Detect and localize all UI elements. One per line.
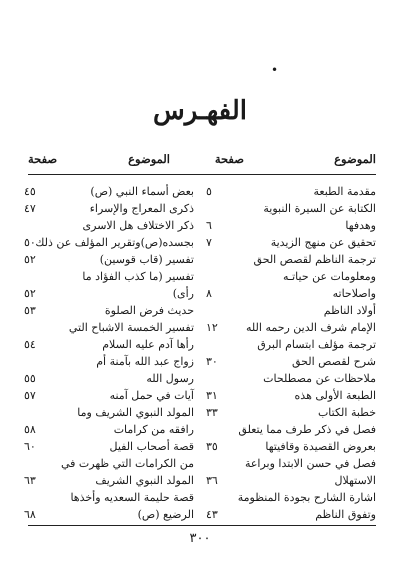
index-entry-page: ٨ [206, 287, 212, 300]
index-entry-topic: الطبعة الأولى هذه [294, 389, 376, 402]
index-entry [24, 319, 194, 336]
index-entry [24, 200, 194, 217]
index-entry [24, 387, 194, 404]
index-entry [24, 217, 194, 234]
index-entry [24, 251, 194, 268]
index-entry-page: ٥٣ [24, 304, 36, 317]
index-entry-page: ٥٤ [24, 338, 36, 351]
index-entry-topic: حديث فرض الصلوة [104, 304, 194, 317]
index-entry-topic: فصل في حسن الابتدا وبراعة [244, 457, 376, 470]
index-entry-topic: رافقه من كرامات [113, 423, 194, 436]
index-entry [206, 268, 376, 285]
index-entry-topic: قصة أصحاب الفيل [109, 440, 194, 453]
index-entry [206, 302, 376, 319]
index-entry [206, 234, 376, 251]
right-index-column [206, 183, 376, 523]
index-entry-page: ٦٠ [24, 440, 36, 453]
index-entry [206, 506, 376, 523]
header-topic-right: الموضوع [334, 152, 376, 166]
index-entry-topic: تفسير (ما كذب الفؤاد ما [82, 270, 194, 283]
index-entry-topic: ترجمة مؤلف ابتسام البرق [257, 338, 376, 351]
index-entry-topic: آيات في حمل آمنه [109, 389, 194, 402]
index-entry-page: ٦٨ [24, 508, 36, 521]
index-entry-page: ٣٠ [206, 355, 218, 368]
index-entry [24, 234, 194, 251]
index-entry-page: ٣٣ [206, 406, 218, 419]
index-entry-topic: رأها آدم عليه السلام [102, 338, 194, 351]
index-entry [24, 421, 194, 438]
index-entry [24, 353, 194, 370]
index-entry-page: ٤٣ [206, 508, 218, 521]
index-entry-topic: خطبة الكتاب [317, 406, 376, 419]
index-entry [206, 438, 376, 455]
left-index-column [24, 183, 194, 523]
index-entry-topic: ذكرى المعراج والإسراء [89, 202, 194, 215]
table-header [28, 152, 376, 172]
index-entry-topic: ملاحظات عن مصطلحات [263, 372, 376, 385]
index-entry-page: ٥٠ [24, 236, 36, 249]
index-entry [206, 489, 376, 506]
index-entry-page: ٦٣ [24, 474, 36, 487]
header-topic-left: الموضوع [128, 152, 170, 166]
index-entry [24, 438, 194, 455]
index-entry [206, 370, 376, 387]
index-entry-page: ٥٢ [24, 287, 36, 300]
index-entry-topic: قصة حليمة السعديه وأخذها [70, 491, 194, 504]
index-entry [24, 268, 194, 285]
index-entry-topic: المولد النبوي الشريف [95, 474, 194, 487]
index-entry-topic: المولد النبوي الشريف وما [77, 406, 194, 419]
index-entry [24, 472, 194, 489]
index-entry-topic: أولاد الناظم [323, 304, 376, 317]
index-entry-page: ٥ [206, 185, 212, 198]
index-entry-page: ٧ [206, 236, 212, 249]
index-entry [206, 336, 376, 353]
index-entry-page: ٣١ [206, 389, 218, 402]
index-entry [24, 302, 194, 319]
index-entry-page: ٣٦ [206, 474, 218, 487]
index-entry-page: ٥٥ [24, 372, 36, 385]
index-entry-page: ٥٢ [24, 253, 36, 266]
index-entry-topic: تحقيق عن منهج الزيدية [270, 236, 376, 249]
index-entry-topic: ترجمة الناظم لقصص الحق [253, 253, 376, 266]
index-entry [24, 489, 194, 506]
index-entry [24, 506, 194, 523]
index-entry [24, 455, 194, 472]
index-entry-topic: تفسير الخمسة الاشباح التي [68, 321, 194, 334]
index-entry-page: ٤٧ [24, 202, 36, 215]
index-entry-topic: رأى) [172, 287, 194, 300]
index-entry-topic: من الكرامات التي ظهرت في [60, 457, 194, 470]
index-entry [206, 387, 376, 404]
index-entry [206, 183, 376, 200]
index-entry-topic: زواج عبد الله بآمنة أم [96, 355, 194, 368]
index-entry-topic: وتفوق الناظم [315, 508, 376, 521]
index-entry [206, 455, 376, 472]
index-entry-page: ٥٧ [24, 389, 36, 402]
index-entry-page: ٥٨ [24, 423, 36, 436]
index-entry-topic: ذكر الاختلاف هل الاسرى [82, 219, 194, 232]
index-entry-page: ٦ [206, 219, 212, 232]
index-entry [24, 285, 194, 302]
index-entry-topic: بجسده(ص)وتقرير المؤلف عن ذلك [35, 236, 194, 249]
index-entry [206, 353, 376, 370]
index-entry [24, 336, 194, 353]
header-page-left: صفحة [28, 152, 58, 166]
index-entry [24, 404, 194, 421]
index-entry-topic: بعض أسماء النبي (ص) [90, 185, 194, 198]
index-entry-topic: رسول الله [146, 372, 194, 385]
index-entry-topic: الإمام شرف الدين رحمه الله [246, 321, 376, 334]
index-entry-page: ٣٥ [206, 440, 218, 453]
index-entry-topic: شرح لقصص الحق [292, 355, 376, 368]
index-entry [206, 217, 376, 234]
index-entry [206, 251, 376, 268]
page-mark: • [271, 63, 279, 77]
index-entry-topic: الاستهلال [334, 474, 376, 487]
index-entry-topic: ومعلومات عن حياتـه [282, 270, 376, 283]
page-title: الفهـرس [153, 96, 247, 126]
index-entry [206, 285, 376, 302]
index-entry-topic: وهدفها [345, 219, 376, 232]
index-entry [206, 472, 376, 489]
index-entry [206, 421, 376, 438]
index-entry-topic: فصل في ذكر طرف مما يتعلق [238, 423, 376, 436]
header-divider [28, 174, 376, 175]
index-entry [24, 183, 194, 200]
index-entry-topic: بعروض القصيدة وقافيتها [265, 440, 376, 453]
header-page-right: صفحة [214, 152, 244, 166]
index-entry [24, 370, 194, 387]
footer-divider [28, 525, 376, 526]
index-entry-topic: تفسير (قاب قوسين) [99, 253, 194, 266]
index-entry [206, 319, 376, 336]
index-entry [206, 404, 376, 421]
index-entry-page: ١٢ [206, 321, 218, 334]
index-entry-topic: اشارة الشارح بجودة المنظومة [237, 491, 376, 504]
index-entry-topic: واصلاحاته [332, 287, 376, 300]
index-entry-page: ٤٥ [24, 185, 36, 198]
index-entry [206, 200, 376, 217]
page-number: ٣٠٠ [189, 531, 211, 546]
index-entry-topic: الرضيع (ص) [137, 508, 194, 521]
index-entry-topic: الكتابة عن السيرة النبوية [263, 202, 376, 215]
index-entry-topic: مقدمة الطبعة [313, 185, 376, 198]
